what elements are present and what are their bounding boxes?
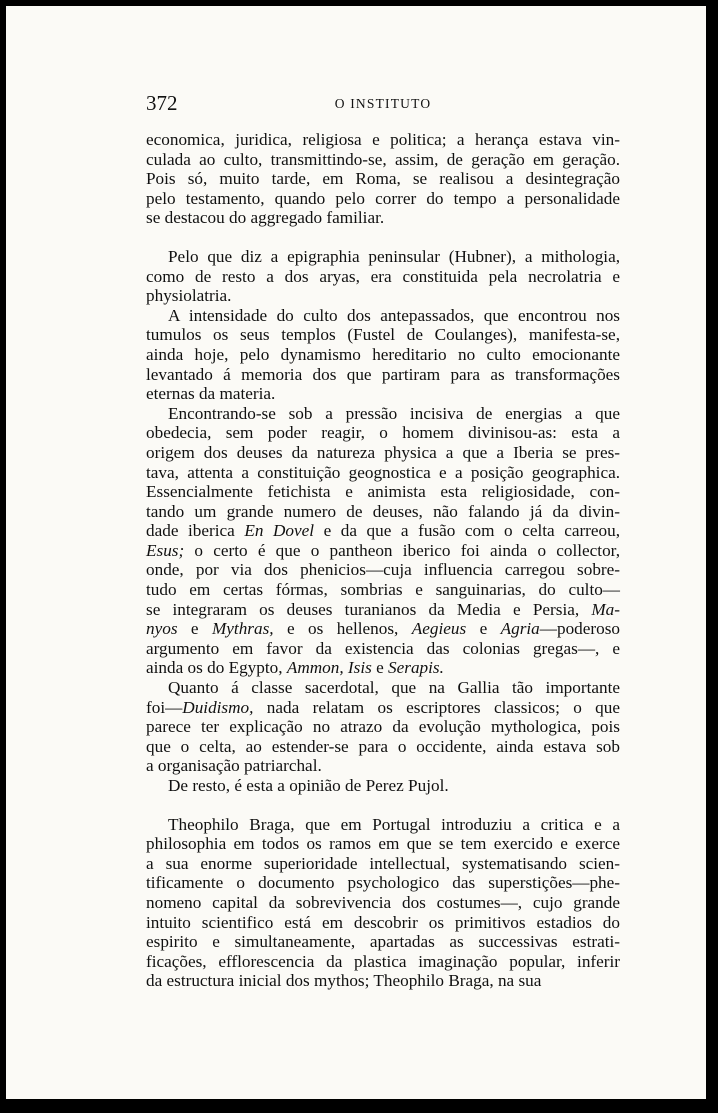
text-line xyxy=(146,932,620,952)
text-line xyxy=(146,345,620,365)
text-run: nada relatam os escriptores classicos; o que xyxy=(253,697,620,717)
text-run: e da que a fusão com o celta carreou, xyxy=(314,521,621,541)
text-line xyxy=(146,286,620,306)
text-line xyxy=(146,365,620,385)
text-run: a sua enorme superioridade intellectual, systematisando scien- xyxy=(146,853,620,873)
text-run: e xyxy=(466,619,501,639)
book-page xyxy=(6,6,706,1099)
text-run: nomeno capital da sobrevivencia dos costumes—, cujo grande xyxy=(146,892,620,912)
text-run: o certo é que o pantheon iberico foi ainda o collector, xyxy=(184,540,620,560)
text-run: Encontrando-se sob a pressão incisiva de energias a que xyxy=(168,403,620,423)
text-run: que o celta, ao estender-se para o occidente, ainda estava sob xyxy=(146,736,620,756)
text-line xyxy=(146,521,620,541)
text-run: tando um grande numero de deuses, não falando já da divin- xyxy=(146,501,620,521)
text-line xyxy=(146,404,620,424)
text-line xyxy=(146,600,620,620)
text-run: culada ao culto, transmittindo-se, assim, de geração em geração. xyxy=(146,149,620,169)
text-run: philosophia em todos os ramos em que se tem exercido e exerce xyxy=(146,834,620,854)
paragraph xyxy=(146,678,620,776)
text-run: economica, juridica, religiosa e politica; a herança estava vin- xyxy=(146,130,620,149)
text-line xyxy=(146,639,620,659)
text-run: tudo em certas fórmas, sombrias e sanguinarias, do culto— xyxy=(146,580,620,600)
italic-text-run: Ma- xyxy=(591,599,620,619)
page-header xyxy=(146,91,620,117)
text-run: ficações, efflorescencia da plastica imaginação popular, inferir xyxy=(146,951,620,971)
text-line xyxy=(146,678,620,698)
text-line xyxy=(146,306,620,326)
text-line xyxy=(146,658,620,678)
text-line xyxy=(146,893,620,913)
paragraph xyxy=(146,404,620,678)
text-line xyxy=(146,443,620,463)
italic-text-run: Serapis. xyxy=(388,658,444,678)
text-line xyxy=(146,502,620,522)
text-run: A intensidade do culto dos antepassados, que encontrou nos xyxy=(168,305,620,325)
text-line xyxy=(146,150,620,170)
text-line xyxy=(146,169,620,189)
text-run: obedecia, sem poder reagir, o homem divinisou-as: esta a xyxy=(146,423,620,443)
text-run: origem dos deuses da natureza physica a que a Iberia se pres- xyxy=(146,442,620,462)
text-run: physiolatria. xyxy=(146,286,232,306)
page-number: 372 xyxy=(146,91,178,115)
text-run: tumulos os seus templos (Fustel de Coulanges), manifesta-se, xyxy=(146,325,620,345)
paragraph xyxy=(146,776,620,796)
text-run: levantado á memoria dos que partiram para as transformações xyxy=(146,364,620,384)
text-line xyxy=(146,717,620,737)
italic-text-run: Aegieus xyxy=(411,619,467,639)
italic-text-run: Ammon, Isis xyxy=(286,658,372,678)
paragraph xyxy=(146,247,620,306)
text-line xyxy=(146,776,620,796)
italic-text-run: Agria xyxy=(500,619,540,639)
text-run: espirito e simultaneamente, apartadas as successivas estrati- xyxy=(146,932,620,952)
text-line xyxy=(146,619,620,639)
text-line xyxy=(146,698,620,718)
text-run: da estructura inicial dos mythos; Theophilo Braga, na sua xyxy=(146,971,542,991)
text-line xyxy=(146,737,620,757)
text-line xyxy=(146,541,620,561)
text-run: De resto, é esta a opinião de Perez Pujol. xyxy=(168,776,449,795)
text-line xyxy=(146,873,620,893)
text-run: se destacou do aggregado familiar. xyxy=(146,208,385,228)
paragraph xyxy=(146,306,620,404)
text-run: eternas da materia. xyxy=(146,384,276,404)
text-run: pelo testamento, quando pelo correr do tempo a personalidade xyxy=(146,188,620,208)
text-run: Essencialmente fetichista e animista esta religiosidade, con- xyxy=(146,482,620,502)
text-run: Theophilo Braga, que em Portugal introduziu a critica e a xyxy=(168,814,620,834)
text-run: parece ter explicação no atrazo da evolução mythologica, pois xyxy=(146,717,620,737)
text-line xyxy=(146,952,620,972)
text-line xyxy=(146,130,620,150)
italic-text-run: nyos xyxy=(146,619,178,639)
text-line xyxy=(146,267,620,287)
text-line xyxy=(146,463,620,483)
text-line xyxy=(146,854,620,874)
italic-text-run: Duidismo, xyxy=(182,697,254,717)
text-run: Pois só, muito tarde, em Roma, se realisou a desintegração xyxy=(146,169,620,189)
running-title: O INSTITUTO xyxy=(334,96,432,111)
text-line xyxy=(146,384,620,404)
text-run: e os hellenos, xyxy=(273,619,412,639)
text-line xyxy=(146,482,620,502)
text-line xyxy=(146,913,620,933)
text-line xyxy=(146,247,620,267)
text-line xyxy=(146,756,620,776)
text-line xyxy=(146,325,620,345)
italic-text-run: Esus; xyxy=(146,540,185,560)
text-run: tava, attenta a constituição geognostica e a posição geographica. xyxy=(146,462,620,482)
text-line xyxy=(146,423,620,443)
paragraph xyxy=(146,130,620,228)
paragraph xyxy=(146,815,620,991)
text-run: se integraram os deuses turanianos da Media e Persia, xyxy=(146,599,592,619)
text-line xyxy=(146,971,620,991)
text-run: e xyxy=(371,658,389,678)
text-run: Quanto á classe sacerdotal, que na Gallia tão importante xyxy=(168,678,620,698)
text-run: foi— xyxy=(146,697,183,717)
text-line xyxy=(146,560,620,580)
text-run: tificamente o documento psychologico das superstições—phe- xyxy=(146,873,620,893)
text-run: ainda hoje, pelo dynamismo hereditario no culto emocionante xyxy=(146,344,620,364)
italic-text-run: Mythras, xyxy=(211,619,274,639)
text-line xyxy=(146,208,620,228)
text-line xyxy=(146,815,620,835)
text-run: Pelo que diz a epigraphia peninsular (Hubner), a mithologia, xyxy=(168,246,620,266)
italic-text-run: En Dovel xyxy=(244,521,315,541)
text-run: a organisação patriarchal. xyxy=(146,756,322,776)
text-run: —poderoso xyxy=(539,619,620,639)
text-run: e xyxy=(177,619,212,639)
body-text xyxy=(146,130,620,991)
text-line xyxy=(146,580,620,600)
text-run: intuito scientifico está em descobrir os primitivos estadios do xyxy=(146,912,620,932)
text-run: argumento em favor da existencia das colonias gregas—, e xyxy=(146,638,620,658)
text-run: dade iberica xyxy=(146,521,245,541)
text-run: como de resto a dos aryas, era constituida pela necrolatria e xyxy=(146,266,620,286)
text-run: onde, por via dos phenicios—cuja influencia carregou sobre- xyxy=(146,560,620,580)
text-line xyxy=(146,189,620,209)
text-run: ainda os do Egypto, xyxy=(146,658,287,678)
text-line xyxy=(146,834,620,854)
